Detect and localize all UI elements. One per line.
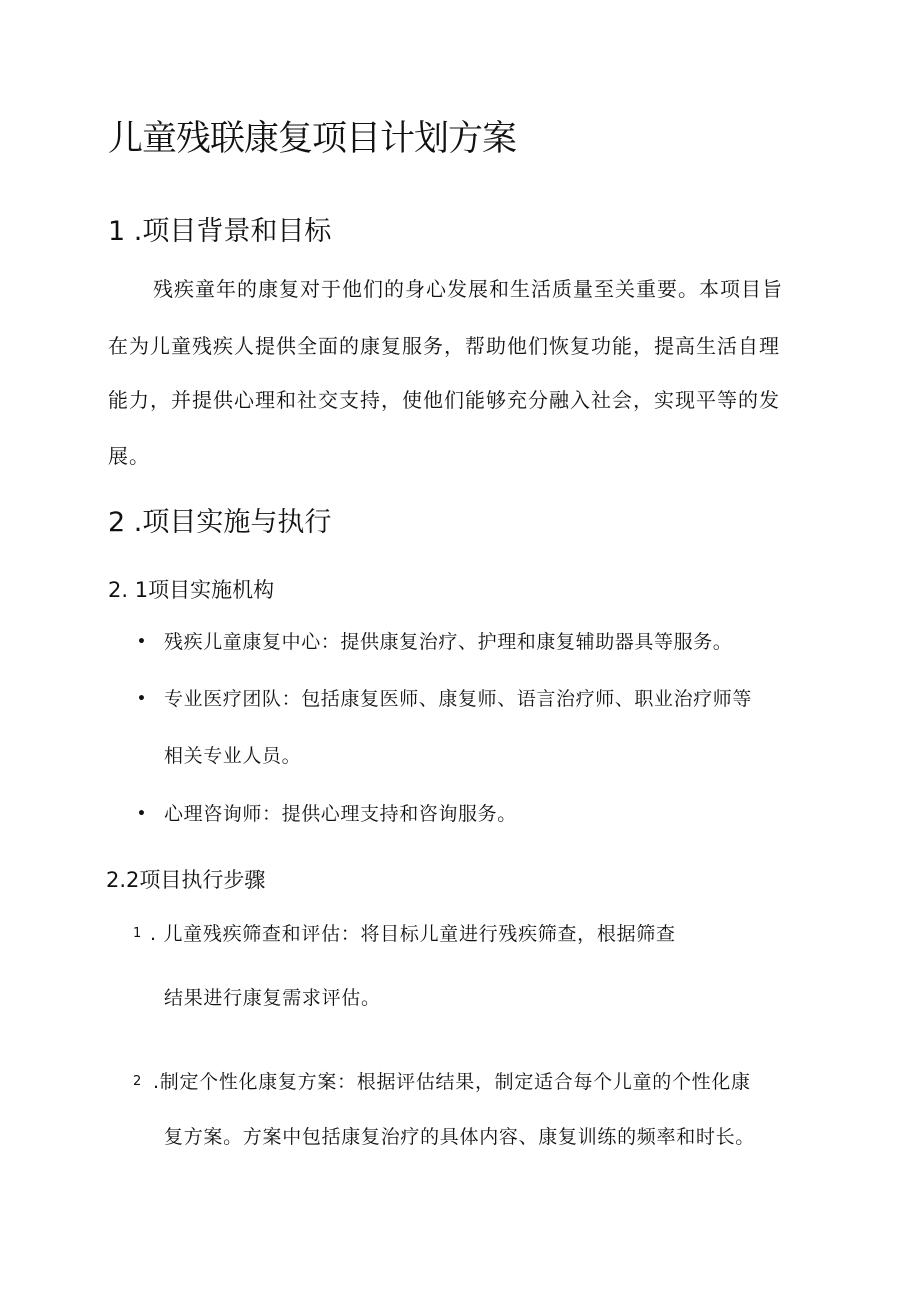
- section-1-paragraph-line-4: 展。: [108, 444, 150, 468]
- step-2-line-2: 复方案。方案中包括康复治疗的具体内容、康复训练的频率和时长。: [164, 1126, 756, 1148]
- bullet-marker: •: [137, 691, 146, 707]
- section-1-paragraph-line-3: 能力，并提供心理和社交支持，使他们能够充分融入社会，实现平等的发: [108, 388, 780, 412]
- step-1-number: 1: [133, 926, 142, 941]
- bullet-marker: •: [137, 806, 146, 822]
- section-1-heading: 1 .项目背景和目标: [108, 216, 332, 247]
- step-2-line-1: .制定个性化康复方案：根据评估结果，制定适合每个儿童的个性化康: [153, 1071, 751, 1093]
- subsection-2-1-heading: 2. 1项目实施机构: [108, 578, 275, 602]
- bullet-item-1-line-1: 残疾儿童康复中心：提供康复治疗、护理和康复辅助器具等服务。: [164, 631, 733, 653]
- section-1-paragraph-line-2: 在为儿童残疾人提供全面的康复服务，帮助他们恢复功能，提高生活自理: [108, 334, 780, 358]
- section-1-paragraph-line-1: 残疾童年的康复对于他们的身心发展和生活质量至关重要。本项目旨: [153, 277, 783, 301]
- bullet-marker: •: [137, 634, 146, 650]
- step-1-line-2: 结果进行康复需求评估。: [164, 987, 381, 1009]
- section-2-heading: 2 .项目实施与执行: [108, 507, 332, 538]
- step-1-line-1: . 儿童残疾筛查和评估：将目标儿童进行残疾筛查，根据筛查: [150, 923, 676, 945]
- bullet-item-2-line-1: 专业医疗团队：包括康复医师、康复师、语言治疗师、职业治疗师等: [164, 688, 753, 710]
- bullet-item-2-line-2: 相关专业人员。: [164, 745, 302, 767]
- step-2-number: 2: [133, 1074, 142, 1089]
- subsection-2-2-heading: 2.2项目执行步骤: [106, 868, 266, 892]
- document-title: 儿童残联康复项目计划方案: [108, 119, 517, 159]
- bullet-item-3-line-1: 心理咨询师：提供心理支持和咨询服务。: [164, 803, 517, 825]
